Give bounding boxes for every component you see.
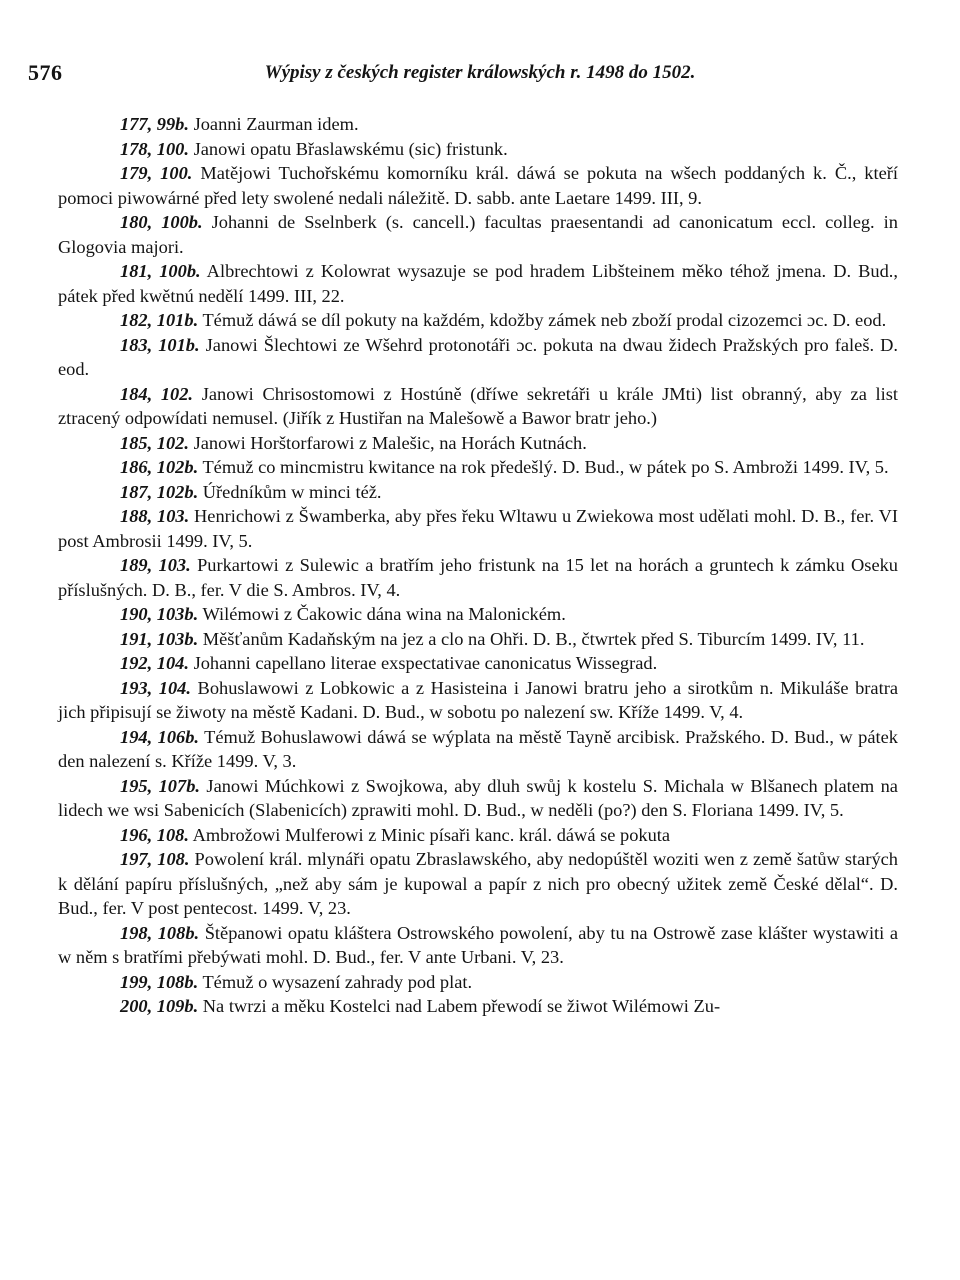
entry-ref: 200, 109b. — [120, 996, 199, 1016]
entry-187 — [58, 480, 898, 505]
entry-ref: 188, 103. — [120, 506, 190, 526]
entry-text: Témuž o wysazení zahrady pod plat. — [202, 971, 473, 992]
entry-190 — [58, 602, 898, 627]
entry-ref: 199, 108b. — [120, 971, 199, 992]
entry-ref: 192, 104. — [120, 653, 189, 673]
entry-ref: 194, 106b. — [120, 726, 200, 747]
entry-ref: 181, 100b. — [120, 261, 201, 281]
entry-text: Joanni Zaurman idem. — [193, 114, 359, 134]
entry-184 — [58, 382, 898, 431]
entry-196 — [58, 823, 898, 848]
entry-181 — [58, 259, 898, 308]
entry-ref: 187, 102b. — [120, 481, 199, 502]
entry-text: Témuž Bohuslawowi dáwá se wýplata na městě Tayně arcibisk. Pražského. D. Bud., w pátek den nalezení s. Kříže 1499. V, 3. — [58, 726, 898, 771]
entry-text: Albrechtowi z Kolowrat wysazuje se pod hradem Libšteinem měko téhož jmena. D. Bud., pátek před kwětnú nedělí 1499. III, 22. — [58, 261, 898, 306]
entry-text: Úředníkům w minci též. — [202, 481, 382, 502]
entry-ref: 198, 108b. — [120, 922, 200, 943]
entry-text: Témuž dáwá se díl pokuty na každém, kdožby zámek neb zboží prodal cizozemci ɔc. D. eod. — [202, 310, 887, 330]
page-number: 576 — [28, 60, 63, 85]
entry-text: Henrichowi z Šwamberka, aby přes řeku Wltawu u Zwiekowa most udělati mohl. D. B., fer. VI post Ambrosii 1499. IV, 5. — [58, 506, 898, 551]
entry-ref: 180, 100b. — [120, 212, 203, 232]
entry-200 — [58, 994, 898, 1019]
entry-183 — [58, 333, 898, 382]
entry-text: Ambrožowi Mulferowi z Minic písaři kanc. král. dáwá se pokuta — [192, 824, 671, 845]
entry-194 — [58, 725, 898, 774]
entry-ref: 183, 101b. — [120, 334, 200, 355]
entry-199 — [58, 970, 898, 995]
entry-text: Purkartowi z Sulewic a bratřím jeho fristunk na 15 let na horách a gruntech k zámku Oseku příslušných. D. B., fer. V die S. Ambros. IV, 4. — [58, 555, 898, 600]
entry-185 — [58, 431, 898, 456]
entry-text: Powolení král. mlynáři opatu Zbraslawského, aby nedopúštěl woziti wen z země šatůw starých k dělání papíru příslušných, „než aby sám je kupowal a papír z nich pro obecný užitek země České dělal“. D. Bud., fer. V post pentecost. 1499. V, 23. — [58, 849, 898, 918]
entry-193 — [58, 676, 898, 725]
entry-text: Janowi Horštorfarowi z Malešic, na Horách Kutnách. — [193, 432, 587, 453]
entry-ref: 178, 100. — [120, 138, 189, 159]
entry-192 — [58, 651, 898, 676]
entry-ref: 177, 99b. — [120, 114, 189, 134]
entry-ref: 189, 103. — [120, 555, 191, 575]
entry-189 — [58, 553, 898, 602]
entries-body — [58, 112, 898, 1019]
entry-text: Témuž co mincmistru kwitance na rok předešlý. D. Bud., w pátek po S. Ambroži 1499. IV, 5. — [202, 457, 889, 477]
entry-ref: 195, 107b. — [120, 775, 200, 796]
entry-ref: 186, 102b. — [120, 457, 199, 477]
entry-ref: 191, 103b. — [120, 628, 199, 649]
entry-195 — [58, 774, 898, 823]
entry-179 — [58, 161, 898, 210]
entry-198 — [58, 921, 898, 970]
entry-text: Janowi Šlechtowi ze Wšehrd protonotáři ɔc. pokuta na dwau židech Pražských pro faleš. D. eod. — [58, 334, 898, 379]
entry-ref: 190, 103b. — [120, 604, 199, 624]
entry-text: Matějowi Tuchořskému komorníku král. dáwá se pokuta na wšech poddaných k. Č., kteří pomoci piwowárné před lety swolené nedali náležitě. D. sabb. ante Laetare 1499. III, 9. — [58, 163, 898, 208]
entry-text: Janowi Chrisostomowi z Hostúně (dříwe sekretáři u krále JMti) list obranný, aby za list ztracený odpowídati nemusel. (Jiřík z Hustiřan na Malešowě a Bawor bratr jeho.) — [58, 383, 898, 428]
entry-191 — [58, 627, 898, 652]
entry-text: Měšťanům Kadaňským na jez a clo na Ohři. D. B., čtwrtek před S. Tiburcím 1499. IV, 11. — [202, 628, 865, 649]
entry-ref: 197, 108. — [120, 849, 190, 869]
entry-text: Johanni de Sselnberk (s. cancell.) facultas praesentandi ad canonicatum eccl. colleg. in Glogovia majori. — [58, 212, 898, 257]
entry-188 — [58, 504, 898, 553]
entry-ref: 184, 102. — [120, 383, 194, 404]
entry-ref: 179, 100. — [120, 163, 193, 183]
entry-text: Johanni capellano literae exspectativae canonicatus Wissegrad. — [193, 653, 658, 673]
entry-text: Wilémowi z Čakowic dána wina na Malonickém. — [202, 604, 566, 624]
entry-text: Na twrzi a měku Kostelci nad Labem přewodí se žiwot Wilémowi Zu- — [202, 996, 721, 1016]
entry-ref: 185, 102. — [120, 432, 189, 453]
running-title: Wýpisy z českých register králowských r. 1498 do 1502. — [264, 62, 696, 83]
entry-182 — [58, 308, 898, 333]
entry-ref: 193, 104. — [120, 677, 191, 698]
entry-ref: 182, 101b. — [120, 310, 199, 330]
entry-text: Janowi opatu Břaslawskému (sic) fristunk. — [193, 138, 508, 159]
entry-177 — [58, 112, 898, 137]
entry-text: Štěpanowi opatu kláštera Ostrowského powolení, aby tu na Ostrowě zase klášter wystawiti a w něm s bratřími přebýwati mohl. D. Bud., fer. V ante Urbani. V, 23. — [58, 922, 898, 967]
entry-text: Janowi Múchkowi z Swojkowa, aby dluh swůj k kostelu S. Michala w Blšanech platem na lidech we wsi Sabenicích (Slabenicích) zprawiti mohl. D. Bud., w neděli (po?) den S. Floriana 1499. IV, 5. — [58, 775, 898, 820]
entry-197 — [58, 847, 898, 921]
entry-180 — [58, 210, 898, 259]
entry-178 — [58, 137, 898, 162]
entry-text: Bohuslawowi z Lobkowic a z Hasisteina i Janowi bratru jeho a sirotkům n. Mikuláše bratra jich připisují se žiwoty na městě Kadani. D. Bud., w sobotu po nalezení sw. Kříže 1499. V, 4. — [58, 677, 898, 722]
entry-186 — [58, 455, 898, 480]
entry-ref: 196, 108. — [120, 824, 189, 845]
